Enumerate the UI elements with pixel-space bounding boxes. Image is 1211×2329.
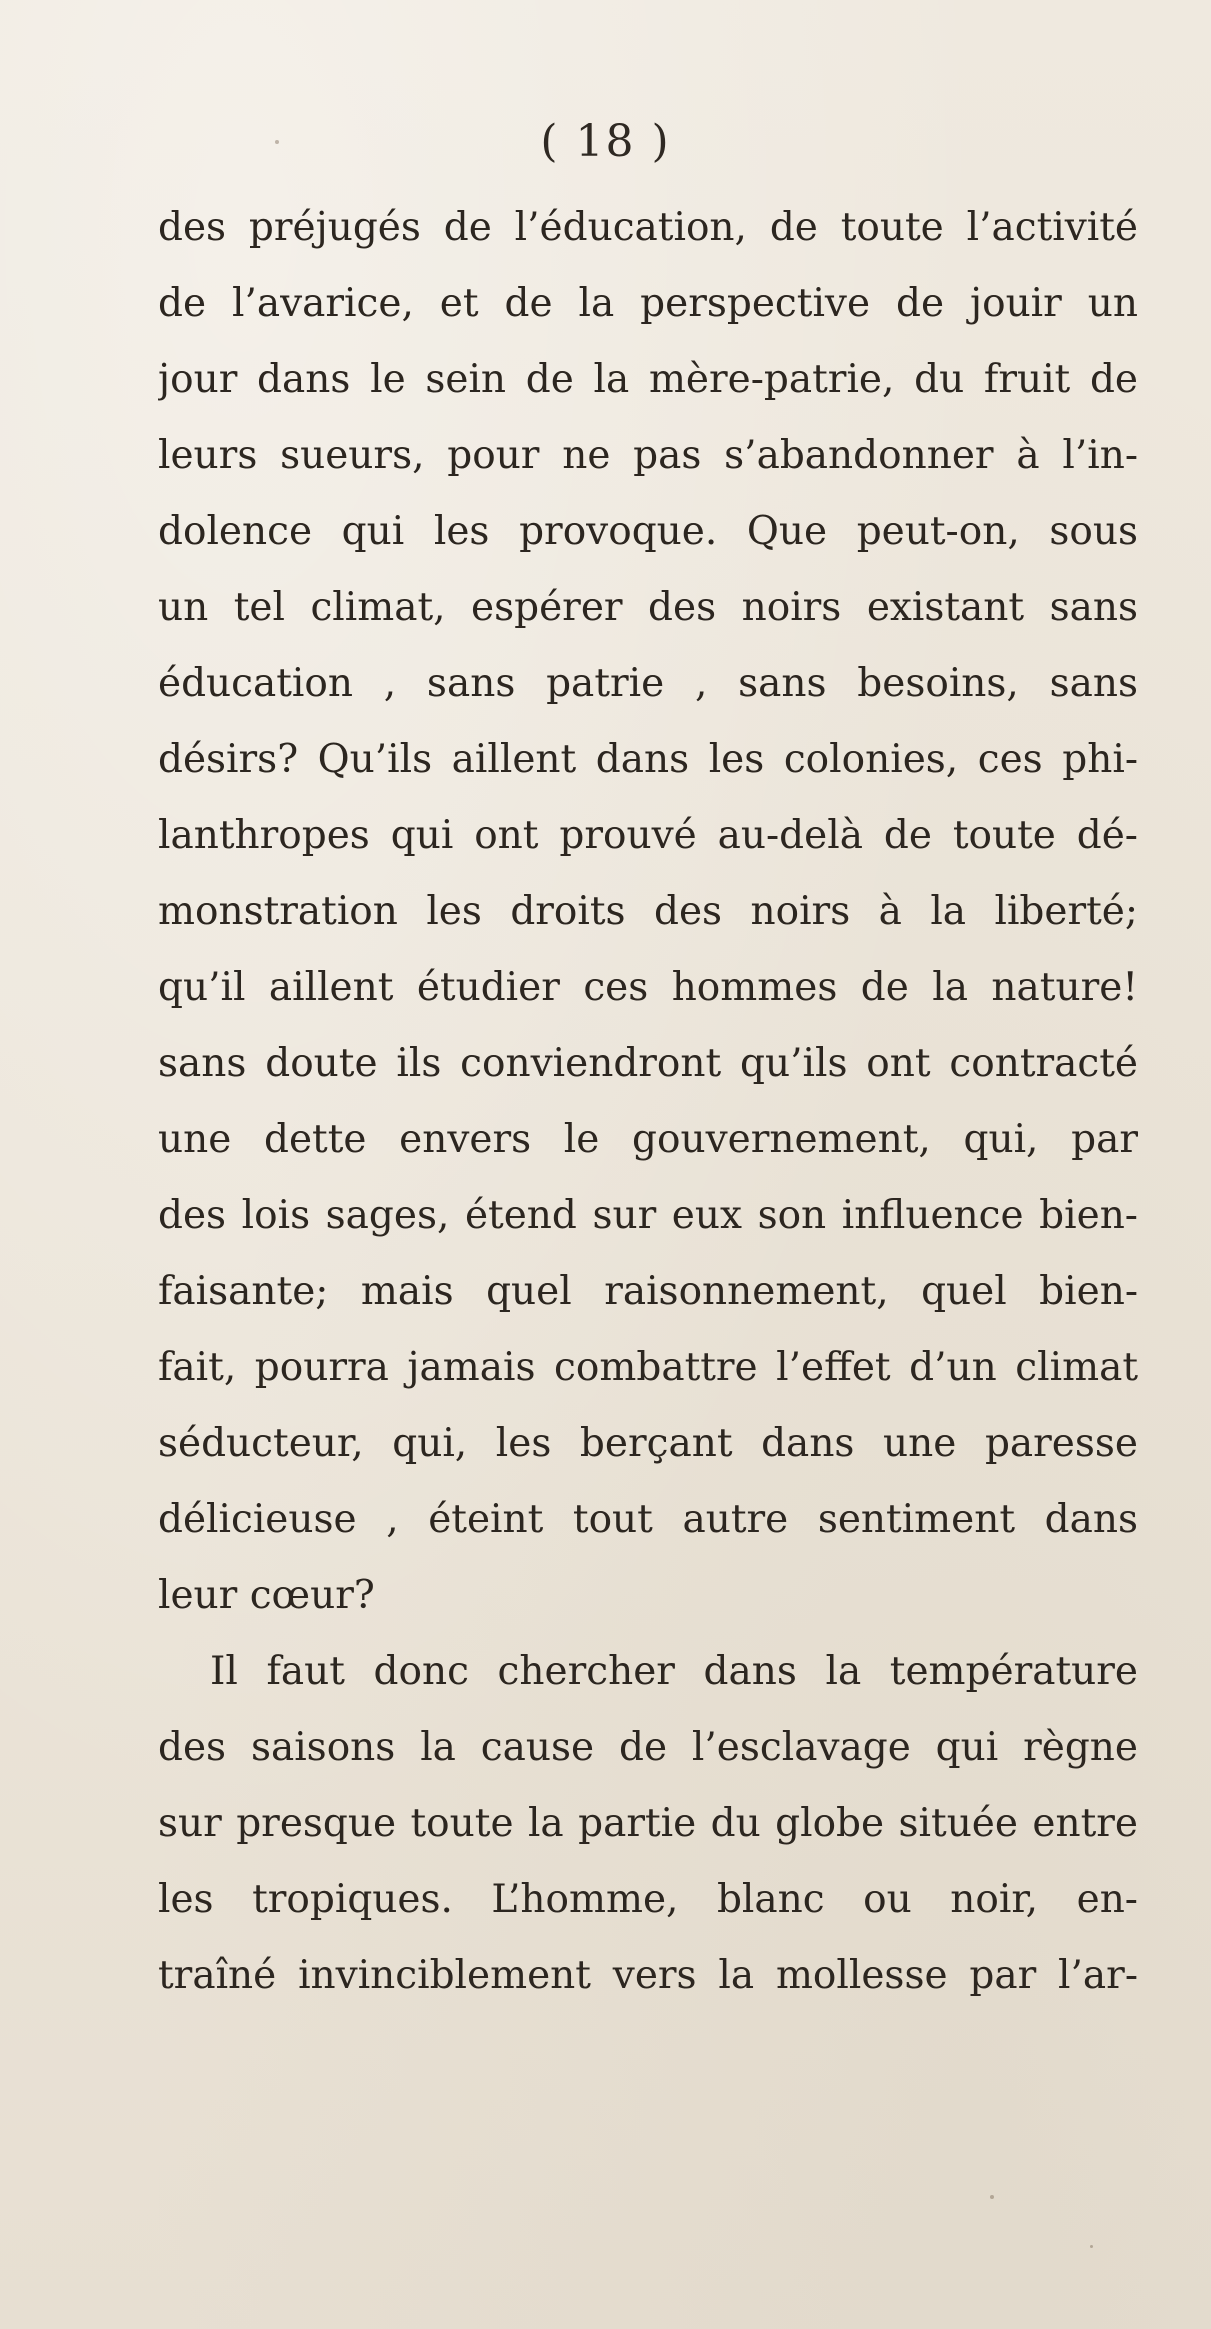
text-line: leur cœur? xyxy=(158,1573,375,1618)
text-line: séducteur, qui, les berçant dans une paresse xyxy=(158,1421,1138,1466)
body-text xyxy=(158,190,1138,2014)
text-line: de l’avarice, et de la perspective de jouir un xyxy=(158,281,1138,326)
paper-speck xyxy=(1090,2245,1093,2248)
text-line: des lois sages, étend sur eux son influence bien- xyxy=(158,1193,1138,1238)
text-line: fait, pourra jamais combattre l’effet d’un climat xyxy=(158,1345,1138,1390)
text-line: les tropiques. L’homme, blanc ou noir, en- xyxy=(158,1877,1138,1922)
paper-speck xyxy=(990,2195,994,2199)
text-line: faisante; mais quel raisonnement, quel bien- xyxy=(158,1269,1138,1314)
text-line: monstration les droits des noirs à la liberté; xyxy=(158,889,1138,934)
text-line: traîné invinciblement vers la mollesse par l’ar- xyxy=(158,1953,1138,1998)
text-line: sur presque toute la partie du globe située entre xyxy=(158,1801,1138,1846)
text-line: Il faut donc chercher dans la température xyxy=(210,1649,1138,1694)
text-line: délicieuse , éteint tout autre sentiment dans xyxy=(158,1497,1138,1542)
text-line: désirs? Qu’ils aillent dans les colonies, ces phi- xyxy=(158,737,1138,782)
text-line: des saisons la cause de l’esclavage qui règne xyxy=(158,1725,1138,1770)
text-line: lanthropes qui ont prouvé au-delà de toute dé- xyxy=(158,813,1138,858)
paragraph-1 xyxy=(158,190,1138,1634)
text-line: des préjugés de l’éducation, de toute l’activité xyxy=(158,205,1138,250)
text-line: sans doute ils conviendront qu’ils ont contracté xyxy=(158,1041,1138,1086)
text-line: qu’il aillent étudier ces hommes de la nature! xyxy=(158,965,1138,1010)
paragraph-2 xyxy=(158,1634,1138,2014)
text-line: éducation , sans patrie , sans besoins, sans xyxy=(158,661,1138,706)
paper-speck xyxy=(275,140,279,144)
text-line: un tel climat, espérer des noirs existant sans xyxy=(158,585,1138,630)
text-line: leurs sueurs, pour ne pas s’abandonner à l’in- xyxy=(158,433,1138,478)
text-line: une dette envers le gouvernement, qui, par xyxy=(158,1117,1138,1162)
text-line: dolence qui les provoque. Que peut-on, sous xyxy=(158,509,1138,554)
text-line: jour dans le sein de la mère-patrie, du fruit de xyxy=(158,357,1138,402)
page-number: ( 18 ) xyxy=(540,116,671,167)
